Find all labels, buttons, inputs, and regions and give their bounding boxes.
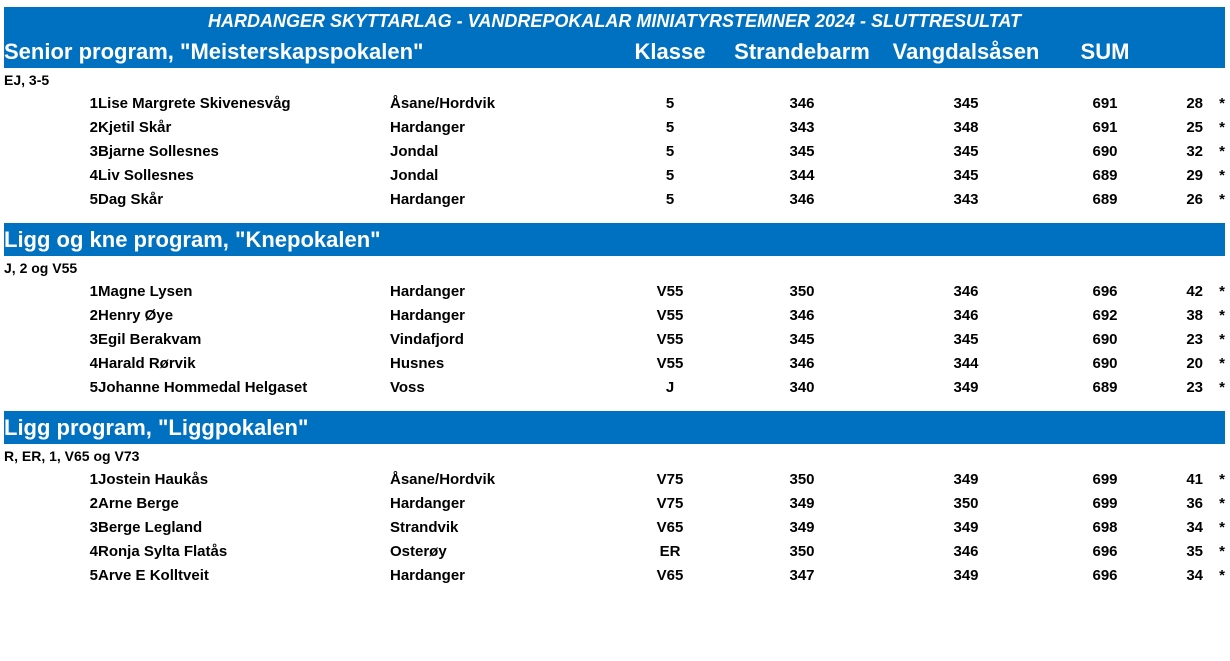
asterisk-mark: * (1219, 542, 1226, 560)
header-blank-cell (724, 223, 880, 256)
sum-score: 691 (1092, 118, 1118, 136)
rank-cell: 5 (89, 378, 98, 396)
asterisk-mark: * (1219, 94, 1226, 112)
blank-cell (880, 399, 1052, 411)
class-label-row (4, 256, 1225, 279)
club-name: Hardanger (390, 494, 466, 512)
rank-cell: 3 (89, 518, 98, 536)
klasse-cell: V65 (656, 566, 684, 584)
bonus-cell (1158, 187, 1225, 211)
blank-cell (1158, 444, 1225, 467)
header-blank-cell (616, 223, 724, 256)
header-blank-cell (616, 411, 724, 444)
class-label: J, 2 og V55 (4, 259, 78, 276)
club-name: Jondal (390, 166, 439, 184)
club-name: Vindafjord (390, 330, 464, 348)
header-blank-cell (1158, 223, 1225, 256)
blank-cell (616, 587, 724, 595)
klasse-cell: 5 (665, 190, 675, 208)
shooter-name: Harald Rørvik (98, 354, 196, 372)
table-row (4, 491, 1225, 515)
asterisk-mark: * (1219, 354, 1226, 372)
sum-score: 689 (1092, 166, 1118, 184)
blank-cell (724, 587, 880, 595)
sum-score: 691 (1092, 94, 1118, 112)
inner-ten-count: 42 (1186, 282, 1204, 300)
bonus-cell (1158, 563, 1225, 587)
table-row (4, 139, 1225, 163)
asterisk-mark: * (1219, 166, 1226, 184)
blank-cell (880, 68, 1052, 91)
rank-cell: 3 (89, 142, 98, 160)
sum-score: 689 (1092, 190, 1118, 208)
header-blank-cell (1158, 35, 1225, 68)
strandebarm-score: 347 (789, 566, 815, 584)
club-name: Strandvik (390, 518, 459, 536)
blank-cell (1052, 399, 1158, 411)
class-label: R, ER, 1, V65 og V73 (4, 447, 140, 464)
sum-score: 689 (1092, 378, 1118, 396)
strandebarm-score: 350 (789, 470, 815, 488)
bonus-cell (1158, 375, 1225, 399)
asterisk-mark: * (1219, 190, 1226, 208)
header-blank-cell (724, 411, 880, 444)
inner-ten-count: 32 (1186, 142, 1204, 160)
vangdalsasen-score: 349 (953, 566, 979, 584)
rank-cell: 2 (89, 494, 98, 512)
sum-score: 696 (1092, 282, 1118, 300)
klasse-cell: V55 (656, 306, 684, 324)
klasse-cell: 5 (665, 94, 675, 112)
spacer-row (4, 587, 1225, 595)
column-header-vangdalsasen: Vangdalsåsen (880, 35, 1052, 68)
table-row (4, 539, 1225, 563)
klasse-cell: V55 (656, 330, 684, 348)
club-name: Hardanger (390, 118, 466, 136)
club-name: Husnes (390, 354, 445, 372)
inner-ten-count: 23 (1186, 330, 1204, 348)
strandebarm-score: 349 (789, 494, 815, 512)
spacer-row (4, 399, 1225, 411)
bonus-cell (1158, 303, 1225, 327)
header-blank-cell (880, 411, 1052, 444)
blank-cell (880, 256, 1052, 279)
club-name: Jondal (390, 142, 439, 160)
inner-ten-count: 20 (1186, 354, 1204, 372)
strandebarm-score: 350 (789, 282, 815, 300)
inner-ten-count: 36 (1186, 494, 1204, 512)
shooter-name: Arve E Kolltveit (98, 566, 209, 584)
bonus-cell (1158, 467, 1225, 491)
klasse-cell: J (665, 378, 675, 396)
club-name: Hardanger (390, 282, 466, 300)
shooter-name: Liv Sollesnes (98, 166, 194, 184)
blank-cell (1158, 256, 1225, 279)
blank-cell (616, 399, 724, 411)
bonus-cell (1158, 515, 1225, 539)
bonus-cell (1158, 539, 1225, 563)
club-name: Hardanger (390, 306, 466, 324)
shooter-name: Johanne Hommedal Helgaset (98, 378, 308, 396)
strandebarm-score: 346 (789, 190, 815, 208)
table-row (4, 351, 1225, 375)
vangdalsasen-score: 345 (953, 142, 979, 160)
strandebarm-score: 349 (789, 518, 815, 536)
bonus-cell (1158, 327, 1225, 351)
bonus-cell (1158, 91, 1225, 115)
vangdalsasen-score: 345 (953, 166, 979, 184)
table-row (4, 163, 1225, 187)
blank-cell (4, 587, 616, 595)
blank-cell (390, 68, 616, 91)
rank-cell: 2 (89, 306, 98, 324)
shooter-name: Jostein Haukås (98, 470, 209, 488)
club-name: Åsane/Hordvik (390, 470, 496, 488)
inner-ten-count: 23 (1186, 378, 1204, 396)
sum-score: 696 (1092, 566, 1118, 584)
bonus-cell (1158, 139, 1225, 163)
table-row (4, 115, 1225, 139)
table-row (4, 279, 1225, 303)
table-row (4, 187, 1225, 211)
klasse-cell: V65 (656, 518, 684, 536)
sum-score: 690 (1092, 354, 1118, 372)
header-blank-cell (1158, 411, 1225, 444)
asterisk-mark: * (1219, 306, 1226, 324)
sum-score: 698 (1092, 518, 1118, 536)
strandebarm-score: 344 (789, 166, 815, 184)
section-title: Senior program, "Meisterskapspokalen" (4, 35, 616, 68)
strandebarm-score: 345 (789, 330, 815, 348)
blank-cell (1052, 587, 1158, 595)
bonus-cell (1158, 279, 1225, 303)
blank-cell (4, 399, 616, 411)
klasse-cell: 5 (665, 142, 675, 160)
blank-cell (1158, 587, 1225, 595)
blank-cell (724, 399, 880, 411)
inner-ten-count: 41 (1186, 470, 1204, 488)
blank-cell (880, 587, 1052, 595)
shooter-name: Egil Berakvam (98, 330, 202, 348)
shooter-name: Bjarne Sollesnes (98, 142, 219, 160)
rank-cell: 5 (89, 566, 98, 584)
header-blank-cell (1052, 411, 1158, 444)
header-blank-cell (1052, 223, 1158, 256)
inner-ten-count: 34 (1186, 518, 1204, 536)
shooter-name: Magne Lysen (98, 282, 193, 300)
vangdalsasen-score: 348 (953, 118, 979, 136)
shooter-name: Lise Margrete Skivenesvåg (98, 94, 291, 112)
klasse-cell: V75 (656, 470, 684, 488)
rank-cell: 1 (89, 470, 98, 488)
vangdalsasen-score: 349 (953, 518, 979, 536)
table-row (4, 563, 1225, 587)
club-name: Åsane/Hordvik (390, 94, 496, 112)
rank-cell: 4 (89, 166, 98, 184)
column-header-strandebarm: Strandebarm (724, 35, 880, 68)
inner-ten-count: 35 (1186, 542, 1204, 560)
rank-cell: 4 (89, 354, 98, 372)
asterisk-mark: * (1219, 470, 1226, 488)
page-title: HARDANGER SKYTTARLAG - VANDREPOKALAR MINIATYRSTEMNER 2024 - SLUTTRESULTAT (4, 7, 1225, 35)
blank-cell (1052, 256, 1158, 279)
blank-cell (616, 444, 724, 467)
inner-ten-count: 34 (1186, 566, 1204, 584)
klasse-cell: V75 (656, 494, 684, 512)
bonus-cell (1158, 115, 1225, 139)
column-header-klasse: Klasse (616, 35, 724, 68)
blank-cell (724, 256, 880, 279)
bonus-cell (1158, 163, 1225, 187)
inner-ten-count: 28 (1186, 94, 1204, 112)
vangdalsasen-score: 349 (953, 378, 979, 396)
strandebarm-score: 340 (789, 378, 815, 396)
section-header-row (4, 411, 1225, 444)
table-row (4, 303, 1225, 327)
vangdalsasen-score: 350 (953, 494, 979, 512)
sum-score: 690 (1092, 142, 1118, 160)
table-row (4, 515, 1225, 539)
rank-cell: 2 (89, 118, 98, 136)
rank-cell: 5 (89, 190, 98, 208)
asterisk-mark: * (1219, 142, 1226, 160)
blank-cell (390, 256, 616, 279)
inner-ten-count: 25 (1186, 118, 1204, 136)
bonus-cell (1158, 351, 1225, 375)
vangdalsasen-score: 344 (953, 354, 979, 372)
results-table (4, 7, 1225, 595)
club-name: Hardanger (390, 566, 466, 584)
blank-cell (616, 256, 724, 279)
asterisk-mark: * (1219, 118, 1226, 136)
blank-cell (1052, 68, 1158, 91)
blank-cell (880, 211, 1052, 223)
section-title: Ligg program, "Liggpokalen" (4, 411, 616, 444)
klasse-cell: 5 (665, 118, 675, 136)
shooter-name: Kjetil Skår (98, 118, 172, 136)
blank-cell (1052, 444, 1158, 467)
table-row (4, 327, 1225, 351)
blank-cell (880, 444, 1052, 467)
vangdalsasen-score: 346 (953, 306, 979, 324)
blank-cell (724, 444, 880, 467)
blank-cell (616, 211, 724, 223)
asterisk-mark: * (1219, 494, 1226, 512)
column-header-sum: SUM (1052, 35, 1158, 68)
table-row (4, 375, 1225, 399)
shooter-name: Dag Skår (98, 190, 164, 208)
spacer-row (4, 211, 1225, 223)
strandebarm-score: 350 (789, 542, 815, 560)
blank-cell (616, 68, 724, 91)
asterisk-mark: * (1219, 378, 1226, 396)
klasse-cell: 5 (665, 166, 675, 184)
table-row (4, 467, 1225, 491)
rank-cell: 4 (89, 542, 98, 560)
sum-score: 699 (1092, 470, 1118, 488)
sum-score: 692 (1092, 306, 1118, 324)
asterisk-mark: * (1219, 330, 1226, 348)
title-row (4, 7, 1225, 35)
shooter-name: Berge Legland (98, 518, 203, 536)
rank-cell: 1 (89, 282, 98, 300)
blank-cell (1158, 399, 1225, 411)
blank-cell (724, 68, 880, 91)
strandebarm-score: 343 (789, 118, 815, 136)
asterisk-mark: * (1219, 566, 1226, 584)
klasse-cell: ER (659, 542, 681, 560)
strandebarm-score: 345 (789, 142, 815, 160)
vangdalsasen-score: 346 (953, 282, 979, 300)
sum-score: 690 (1092, 330, 1118, 348)
vangdalsasen-score: 349 (953, 470, 979, 488)
blank-cell (1158, 211, 1225, 223)
klasse-cell: V55 (656, 282, 684, 300)
header-blank-cell (880, 223, 1052, 256)
vangdalsasen-score: 345 (953, 330, 979, 348)
inner-ten-count: 26 (1186, 190, 1204, 208)
blank-cell (724, 211, 880, 223)
rank-cell: 1 (89, 94, 98, 112)
klasse-cell: V55 (656, 354, 684, 372)
vangdalsasen-score: 343 (953, 190, 979, 208)
section-title: Ligg og kne program, "Knepokalen" (4, 223, 616, 256)
class-label-row (4, 444, 1225, 467)
bonus-cell (1158, 491, 1225, 515)
strandebarm-score: 346 (789, 306, 815, 324)
blank-cell (4, 211, 616, 223)
strandebarm-score: 346 (789, 94, 815, 112)
club-name: Hardanger (390, 190, 466, 208)
shooter-name: Arne Berge (98, 494, 179, 512)
section-header-row (4, 35, 1225, 68)
strandebarm-score: 346 (789, 354, 815, 372)
section-header-row (4, 223, 1225, 256)
sum-score: 696 (1092, 542, 1118, 560)
rank-cell: 3 (89, 330, 98, 348)
club-name: Voss (390, 378, 425, 396)
blank-cell (390, 444, 616, 467)
vangdalsasen-score: 346 (953, 542, 979, 560)
sum-score: 699 (1092, 494, 1118, 512)
inner-ten-count: 29 (1186, 166, 1204, 184)
class-label: EJ, 3-5 (4, 71, 50, 88)
shooter-name: Ronja Sylta Flatås (98, 542, 228, 560)
class-label-row (4, 68, 1225, 91)
asterisk-mark: * (1219, 282, 1226, 300)
inner-ten-count: 38 (1186, 306, 1204, 324)
table-row (4, 91, 1225, 115)
club-name: Osterøy (390, 542, 447, 560)
blank-cell (1052, 211, 1158, 223)
shooter-name: Henry Øye (98, 306, 174, 324)
vangdalsasen-score: 345 (953, 94, 979, 112)
asterisk-mark: * (1219, 518, 1226, 536)
blank-cell (1158, 68, 1225, 91)
